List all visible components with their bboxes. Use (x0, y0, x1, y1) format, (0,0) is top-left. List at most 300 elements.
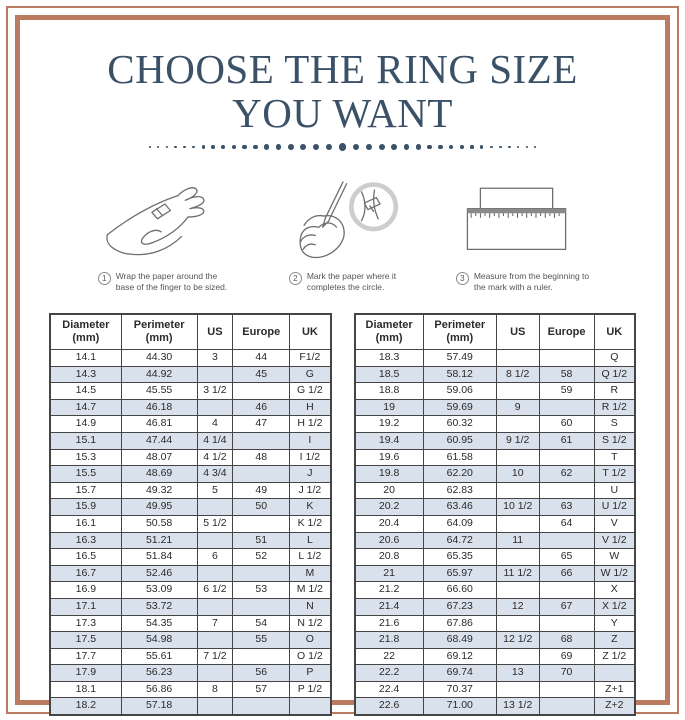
table-cell: 61 (539, 432, 594, 449)
table-cell: 14.3 (50, 366, 121, 383)
table-cell: 19 (355, 399, 424, 416)
table-cell: 58 (539, 366, 594, 383)
table-cell: 47.44 (121, 432, 197, 449)
table-cell: 22.6 (355, 698, 424, 715)
table-cell (496, 416, 539, 433)
table-row (355, 698, 636, 715)
ruler-icon (453, 179, 593, 267)
table-header (50, 314, 331, 350)
divider-dot (211, 145, 215, 149)
divider-dot (391, 144, 397, 150)
table-cell: 54.35 (121, 615, 197, 632)
table-cell: T 1/2 (594, 466, 635, 483)
table-cell (197, 665, 233, 682)
table-cell: 19.4 (355, 432, 424, 449)
table-cell: 12 (496, 598, 539, 615)
table-cell: R 1/2 (594, 399, 635, 416)
col-diameter: Diameter (mm) (50, 314, 121, 350)
table-cell (233, 648, 290, 665)
divider-dot (149, 146, 151, 148)
table-cell: 52 (233, 549, 290, 566)
instruction-text: Measure from the beginning to the mark with a ruler. (473, 271, 590, 292)
col-europe: Europe (233, 314, 290, 350)
table-row (50, 366, 331, 383)
table-cell: 62 (539, 466, 594, 483)
table-row (50, 598, 331, 615)
table-cell: I (290, 432, 331, 449)
table-cell: 54.98 (121, 632, 197, 649)
table-cell (496, 681, 539, 698)
table-cell: 50.58 (121, 515, 197, 532)
ring-size-table-right (354, 313, 637, 716)
table-row (50, 350, 331, 367)
table-row (355, 549, 636, 566)
table-cell: 13 1/2 (496, 698, 539, 715)
table-cell: 12 1/2 (496, 632, 539, 649)
table-cell: 18.1 (50, 681, 121, 698)
table-row (355, 432, 636, 449)
divider-dot (339, 143, 346, 150)
table-cell: P 1/2 (290, 681, 331, 698)
hand-wrap-icon (93, 179, 233, 267)
divider-dot (438, 145, 442, 149)
table-cell: 46 (233, 399, 290, 416)
table-cell: 54 (233, 615, 290, 632)
table-row (355, 366, 636, 383)
table-cell: 5 (197, 482, 233, 499)
table-cell: 3 1/2 (197, 383, 233, 400)
table-cell: J 1/2 (290, 482, 331, 499)
table-cell: 69.12 (423, 648, 496, 665)
table-cell: 20.2 (355, 499, 424, 516)
table-cell (233, 698, 290, 715)
table-row (355, 681, 636, 698)
table-cell: Q (594, 350, 635, 367)
table-cell: Y (594, 615, 635, 632)
table-row (355, 582, 636, 599)
divider-dot (470, 145, 474, 149)
table-cell: 15.9 (50, 499, 121, 516)
table-cell: 17.7 (50, 648, 121, 665)
divider-dot (232, 145, 236, 149)
table-row (50, 648, 331, 665)
table-cell: 69 (539, 648, 594, 665)
table-cell (539, 449, 594, 466)
table-cell: 19.2 (355, 416, 424, 433)
table-row (50, 432, 331, 449)
table-cell: K (290, 499, 331, 516)
table-cell: G 1/2 (290, 383, 331, 400)
divider-dot (508, 146, 510, 148)
instruction-caption-1 (98, 271, 228, 293)
table-row (50, 449, 331, 466)
table-cell: 11 1/2 (496, 565, 539, 582)
table-cell: 47 (233, 416, 290, 433)
table-cell: 63.46 (423, 499, 496, 516)
table-cell: 15.7 (50, 482, 121, 499)
page-title-line2: YOU WANT (232, 90, 453, 136)
table-cell: 22 (355, 648, 424, 665)
table-cell: 18.3 (355, 350, 424, 367)
table-cell: P (290, 665, 331, 682)
table-cell: N 1/2 (290, 615, 331, 632)
table-cell (594, 665, 635, 682)
instruction-step-1 (79, 179, 247, 293)
table-cell (539, 482, 594, 499)
table-row (355, 665, 636, 682)
table-cell: 60.95 (423, 432, 496, 449)
table-cell: 4 1/4 (197, 432, 233, 449)
table-cell (496, 449, 539, 466)
table-cell: 66.60 (423, 582, 496, 599)
table-row (50, 582, 331, 599)
table-cell: 62.20 (423, 466, 496, 483)
table-cell: 16.1 (50, 515, 121, 532)
table-row (50, 482, 331, 499)
table-row (355, 399, 636, 416)
table-cell: 65.35 (423, 549, 496, 566)
table-cell: 45.55 (121, 383, 197, 400)
table-cell: 6 1/2 (197, 582, 233, 599)
table-cell: 11 (496, 532, 539, 549)
table-row (355, 449, 636, 466)
table-cell: 49.32 (121, 482, 197, 499)
table-cell: 9 1/2 (496, 432, 539, 449)
divider-dot (221, 145, 225, 149)
table-cell: L (290, 532, 331, 549)
table-cell: 56.23 (121, 665, 197, 682)
table-cell: 55 (233, 632, 290, 649)
instruction-step-3 (439, 179, 607, 293)
table-row (50, 399, 331, 416)
table-cell: 5 1/2 (197, 515, 233, 532)
table-cell: O (290, 632, 331, 649)
table-row (50, 499, 331, 516)
table-cell: 46.18 (121, 399, 197, 416)
divider-dot (490, 146, 493, 149)
table-cell (539, 681, 594, 698)
table-cell: Z+1 (594, 681, 635, 698)
table-cell (197, 598, 233, 615)
table-cell: 16.5 (50, 549, 121, 566)
ring-size-table-left (49, 313, 332, 716)
table-cell: 67 (539, 598, 594, 615)
table-cell: 22.4 (355, 681, 424, 698)
table-cell: 53.72 (121, 598, 197, 615)
table-cell: 17.3 (50, 615, 121, 632)
table-cell (197, 499, 233, 516)
table-cell: 4 3/4 (197, 466, 233, 483)
table-cell (496, 383, 539, 400)
table-cell: 56.86 (121, 681, 197, 698)
table-cell (539, 532, 594, 549)
table-cell: 51.21 (121, 532, 197, 549)
table-cell: X 1/2 (594, 598, 635, 615)
table-cell (233, 466, 290, 483)
table-cell: 44.92 (121, 366, 197, 383)
table-cell: 59 (539, 383, 594, 400)
table-cell: 17.5 (50, 632, 121, 649)
table-row (355, 482, 636, 499)
table-cell: 15.1 (50, 432, 121, 449)
poster-content (25, 25, 660, 712)
table-cell: 68.49 (423, 632, 496, 649)
table-cell: 4 (197, 416, 233, 433)
table-cell: 51.84 (121, 549, 197, 566)
table-cell: 51 (233, 532, 290, 549)
divider-dot (313, 144, 320, 151)
table-cell: 53 (233, 582, 290, 599)
table-cell: 8 1/2 (496, 366, 539, 383)
table-cell: 22.2 (355, 665, 424, 682)
table-row (355, 383, 636, 400)
table-row (50, 383, 331, 400)
table-cell: 55.61 (121, 648, 197, 665)
table-cell: 4 1/2 (197, 449, 233, 466)
table-cell: 14.5 (50, 383, 121, 400)
table-cell: W 1/2 (594, 565, 635, 582)
table-row (355, 416, 636, 433)
table-row (355, 615, 636, 632)
table-row (50, 698, 331, 715)
instruction-caption-2 (289, 271, 396, 293)
table-cell: 21.2 (355, 582, 424, 599)
table-cell: 16.9 (50, 582, 121, 599)
table-header (355, 314, 636, 350)
divider-dot (353, 144, 360, 151)
instruction-text: Wrap the paper around the base of the finger to be sized. (115, 271, 228, 292)
table-cell: M (290, 565, 331, 582)
divider-dot (404, 144, 409, 149)
table-cell (496, 648, 539, 665)
table-cell: N (290, 598, 331, 615)
table-cell: 65.97 (423, 565, 496, 582)
table-cell: 64 (539, 515, 594, 532)
table-cell (496, 482, 539, 499)
table-cell: 21 (355, 565, 424, 582)
table-cell: 59.69 (423, 399, 496, 416)
divider-dot (276, 144, 281, 149)
table-cell: 16.7 (50, 565, 121, 582)
table-cell: 14.1 (50, 350, 121, 367)
table-cell: 53.09 (121, 582, 197, 599)
table-cell: 66 (539, 565, 594, 582)
table-cell (539, 582, 594, 599)
col-uk: UK (290, 314, 331, 350)
table-cell: 44.30 (121, 350, 197, 367)
table-cell (539, 698, 594, 715)
table-row (355, 499, 636, 516)
table-row (355, 598, 636, 615)
divider-dot (534, 146, 536, 148)
table-cell: 9 (496, 399, 539, 416)
table-cell: 67.23 (423, 598, 496, 615)
table-cell: 19.6 (355, 449, 424, 466)
page-title-line1: CHOOSE THE RING SIZE (107, 46, 578, 92)
step-number-badge: 3 (456, 272, 469, 285)
table-cell: 70 (539, 665, 594, 682)
table-row (50, 532, 331, 549)
table-cell: 10 1/2 (496, 499, 539, 516)
table-cell: I 1/2 (290, 449, 331, 466)
table-cell: 67.86 (423, 615, 496, 632)
table-cell: 15.3 (50, 449, 121, 466)
table-row (50, 665, 331, 682)
divider-dot (166, 146, 168, 148)
table-cell: Z 1/2 (594, 648, 635, 665)
table-cell (233, 383, 290, 400)
divider-dot (192, 146, 195, 149)
table-cell (539, 615, 594, 632)
instruction-caption-3 (456, 271, 589, 293)
pencil-mark-icon (273, 179, 413, 267)
table-cell: 18.2 (50, 698, 121, 715)
table-cell: 60.32 (423, 416, 496, 433)
table-cell: 21.8 (355, 632, 424, 649)
table-cell: 3 (197, 350, 233, 367)
table-cell (496, 615, 539, 632)
table-cell: U 1/2 (594, 499, 635, 516)
table-row (50, 549, 331, 566)
divider-dot (157, 146, 159, 148)
divider-dot (183, 146, 186, 149)
divider-dot (499, 146, 502, 149)
table-cell (233, 598, 290, 615)
table-cell: 69.74 (423, 665, 496, 682)
table-cell: 49.95 (121, 499, 197, 516)
table-cell: 56 (233, 665, 290, 682)
table-cell: F1/2 (290, 350, 331, 367)
table-cell (496, 582, 539, 599)
table-cell: 46.81 (121, 416, 197, 433)
table-cell (233, 432, 290, 449)
table-cell (197, 532, 233, 549)
table-cell: 57 (233, 681, 290, 698)
table-cell (496, 515, 539, 532)
col-uk: UK (594, 314, 635, 350)
table-cell: K 1/2 (290, 515, 331, 532)
table-cell: 59.06 (423, 383, 496, 400)
table-row (50, 466, 331, 483)
table-cell: 21.4 (355, 598, 424, 615)
table-row (355, 532, 636, 549)
table-cell: 20.8 (355, 549, 424, 566)
table-row (50, 632, 331, 649)
table-cell: L 1/2 (290, 549, 331, 566)
table-cell: 16.3 (50, 532, 121, 549)
table-row (50, 565, 331, 582)
col-diameter: Diameter (mm) (355, 314, 424, 350)
table-cell: 64.72 (423, 532, 496, 549)
divider-dot (379, 144, 385, 150)
table-row (50, 615, 331, 632)
divider-dot (202, 145, 205, 148)
divider-dot (253, 145, 258, 150)
table-cell: 61.58 (423, 449, 496, 466)
table-cell: 15.5 (50, 466, 121, 483)
table-cell: 62.83 (423, 482, 496, 499)
divider-dot (517, 146, 519, 148)
table-cell: 64.09 (423, 515, 496, 532)
divider-dot (460, 145, 464, 149)
table-row (355, 648, 636, 665)
page-title (25, 47, 660, 135)
table-cell: 68 (539, 632, 594, 649)
size-tables (25, 313, 660, 716)
table-row (355, 515, 636, 532)
table-cell: S (594, 416, 635, 433)
table-cell: S 1/2 (594, 432, 635, 449)
table-cell (539, 350, 594, 367)
divider-dot (427, 145, 432, 150)
step-number-badge: 1 (98, 272, 111, 285)
table-cell: Z (594, 632, 635, 649)
table-cell: 52.46 (121, 565, 197, 582)
col-perimeter: Perimeter (mm) (423, 314, 496, 350)
table-cell: 17.9 (50, 665, 121, 682)
table-cell: 18.5 (355, 366, 424, 383)
table-row (50, 515, 331, 532)
table-cell (197, 399, 233, 416)
divider-dot (526, 146, 528, 148)
table-row (355, 565, 636, 582)
table-cell (539, 399, 594, 416)
table-cell: 57.18 (121, 698, 197, 715)
table-cell: 70.37 (423, 681, 496, 698)
table-cell: 48 (233, 449, 290, 466)
table-cell (496, 549, 539, 566)
table-row (355, 466, 636, 483)
table-cell: 44 (233, 350, 290, 367)
table-cell: 7 1/2 (197, 648, 233, 665)
table-cell: V (594, 515, 635, 532)
table-row (50, 416, 331, 433)
table-cell (496, 350, 539, 367)
table-cell: J (290, 466, 331, 483)
table-cell: 14.9 (50, 416, 121, 433)
table-cell: W (594, 549, 635, 566)
table-cell: 20.4 (355, 515, 424, 532)
step-number-badge: 2 (289, 272, 302, 285)
table-cell: 49 (233, 482, 290, 499)
table-cell: 7 (197, 615, 233, 632)
table-row (50, 681, 331, 698)
table-cell: Q 1/2 (594, 366, 635, 383)
table-cell: 19.8 (355, 466, 424, 483)
table-cell: M 1/2 (290, 582, 331, 599)
divider-dot (300, 144, 306, 150)
col-perimeter: Perimeter (mm) (121, 314, 197, 350)
table-cell: 20.6 (355, 532, 424, 549)
table-cell: 57.49 (423, 350, 496, 367)
table-cell: U (594, 482, 635, 499)
table-cell (197, 698, 233, 715)
table-cell (197, 565, 233, 582)
table-cell (197, 632, 233, 649)
table-cell: 71.00 (423, 698, 496, 715)
table-cell: O 1/2 (290, 648, 331, 665)
instruction-step-2 (259, 179, 427, 293)
table-cell: Z+2 (594, 698, 635, 715)
table-cell: V 1/2 (594, 532, 635, 549)
table-cell: 18.8 (355, 383, 424, 400)
table-cell: 13 (496, 665, 539, 682)
table-cell: 48.07 (121, 449, 197, 466)
table-cell (197, 366, 233, 383)
divider-dot (480, 145, 483, 148)
table-cell: 20 (355, 482, 424, 499)
table-cell: 6 (197, 549, 233, 566)
